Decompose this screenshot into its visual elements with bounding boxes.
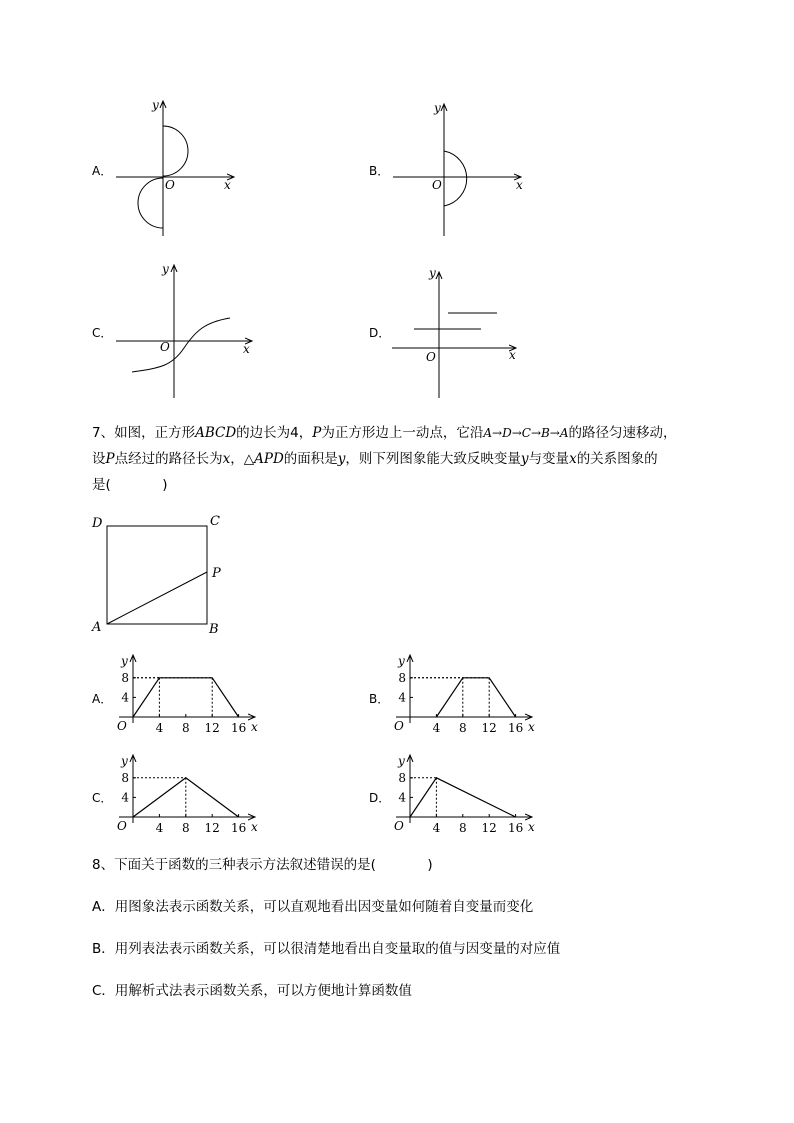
x-tick-label: 12 — [204, 721, 220, 735]
math-text: P — [105, 451, 115, 467]
x-tick-label: 16 — [507, 721, 524, 735]
text: 的路径匀速移动， — [568, 425, 677, 441]
math-text: P — [312, 425, 322, 441]
option-letter: D． — [369, 326, 391, 340]
x-tick-label: 4 — [155, 721, 164, 735]
option-letter: B． — [369, 692, 390, 706]
y-label: y — [152, 98, 159, 112]
option-letter: C． — [92, 326, 113, 340]
text: 为正方形边上一动点，它沿 — [321, 425, 484, 441]
x-label: x — [516, 178, 523, 192]
text: 7、如图，正方形 — [92, 425, 196, 441]
q8-option-b[interactable]: B．用列表法表示函数关系，可以很清楚地看出自变量取的值与因变量的对应值 — [92, 941, 561, 957]
x-label: x — [528, 720, 535, 734]
x-tick-label: 12 — [481, 721, 497, 735]
y-label: y — [162, 262, 169, 276]
text: 与变量 — [528, 451, 570, 467]
option-letter: B． — [369, 164, 390, 178]
x-label: x — [251, 820, 258, 834]
math-text: x — [222, 451, 231, 467]
vertex-b: B — [209, 622, 219, 637]
y-tick-label: 8 — [121, 670, 129, 685]
y-tick-label: 4 — [398, 790, 406, 805]
math-text: APD — [254, 451, 284, 467]
text: ，△ — [230, 451, 255, 467]
math-text: y — [337, 451, 346, 467]
x-tick-label: 8 — [181, 721, 190, 735]
y-tick-label: 8 — [398, 770, 406, 785]
text: ，则下列图象能大致反映变量 — [345, 451, 521, 467]
y-tick-label: 4 — [398, 690, 406, 705]
x-tick-label: 12 — [204, 821, 220, 835]
math-text: ABCD — [195, 425, 237, 441]
vertex-d: D — [92, 516, 103, 531]
x-tick-label: 8 — [458, 821, 467, 835]
text: 设 — [92, 451, 106, 467]
q7-line-3: 是( ) — [92, 477, 168, 493]
x-label: x — [528, 820, 535, 834]
y-label: y — [121, 754, 128, 768]
math-text: y — [520, 451, 529, 467]
x-tick-label: 4 — [432, 721, 441, 735]
y-tick-label: 4 — [121, 690, 129, 705]
y-label: y — [121, 654, 128, 668]
math-text: A→D→C→B→A — [483, 426, 569, 440]
math-text: x — [569, 451, 577, 467]
x-label: x — [224, 178, 231, 192]
y-tick-label: 8 — [121, 770, 129, 785]
q8-option-c[interactable]: C．用解析式法表示函数关系，可以方便地计算函数值 — [92, 983, 412, 999]
x-tick-label: 8 — [181, 821, 190, 835]
y-label: y — [434, 101, 441, 115]
text: 的关系图象的 — [576, 451, 658, 467]
function-line — [133, 678, 239, 717]
option-letter: D． — [369, 791, 391, 805]
origin-label: O — [117, 819, 127, 833]
text: 点经过的路径长为 — [114, 451, 223, 467]
x-tick-label: 16 — [230, 821, 247, 835]
y-tick-label: 4 — [121, 790, 129, 805]
x-tick-label: 8 — [458, 721, 467, 735]
text: 的边长为4， — [236, 425, 313, 441]
point-p: P — [212, 566, 221, 581]
x-label: x — [243, 342, 250, 356]
origin-label: O — [426, 350, 436, 364]
x-label: x — [509, 348, 516, 362]
x-label: x — [251, 720, 258, 734]
q8-option-a[interactable]: A．用图象法表示函数关系，可以直观地看出因变量如何随着自变量而变化 — [92, 899, 534, 915]
x-tick-label: 4 — [432, 821, 441, 835]
x-tick-label: 12 — [481, 821, 497, 835]
vertex-a: A — [92, 620, 102, 635]
x-tick-label: 16 — [507, 821, 524, 835]
origin-label: O — [117, 719, 127, 733]
x-tick-label: 4 — [155, 821, 164, 835]
y-label: y — [398, 754, 405, 768]
x-tick-label: 16 — [230, 721, 247, 735]
origin-label: O — [165, 178, 175, 192]
origin-label: O — [432, 178, 442, 192]
y-tick-label: 8 — [398, 670, 406, 685]
vertex-c: C — [210, 514, 220, 529]
y-label: y — [398, 654, 405, 668]
option-letter: A． — [92, 164, 113, 178]
origin-label: O — [160, 340, 170, 354]
origin-label: O — [394, 819, 404, 833]
option-letter: C． — [92, 791, 113, 805]
text: 的面积是 — [283, 451, 338, 467]
y-label: y — [429, 266, 436, 280]
origin-label: O — [394, 719, 404, 733]
function-line — [436, 678, 515, 717]
option-letter: A． — [92, 692, 113, 706]
q8-stem: 8、下面关于函数的三种表示方法叙述错误的是( ) — [92, 857, 433, 873]
function-line — [410, 778, 516, 817]
